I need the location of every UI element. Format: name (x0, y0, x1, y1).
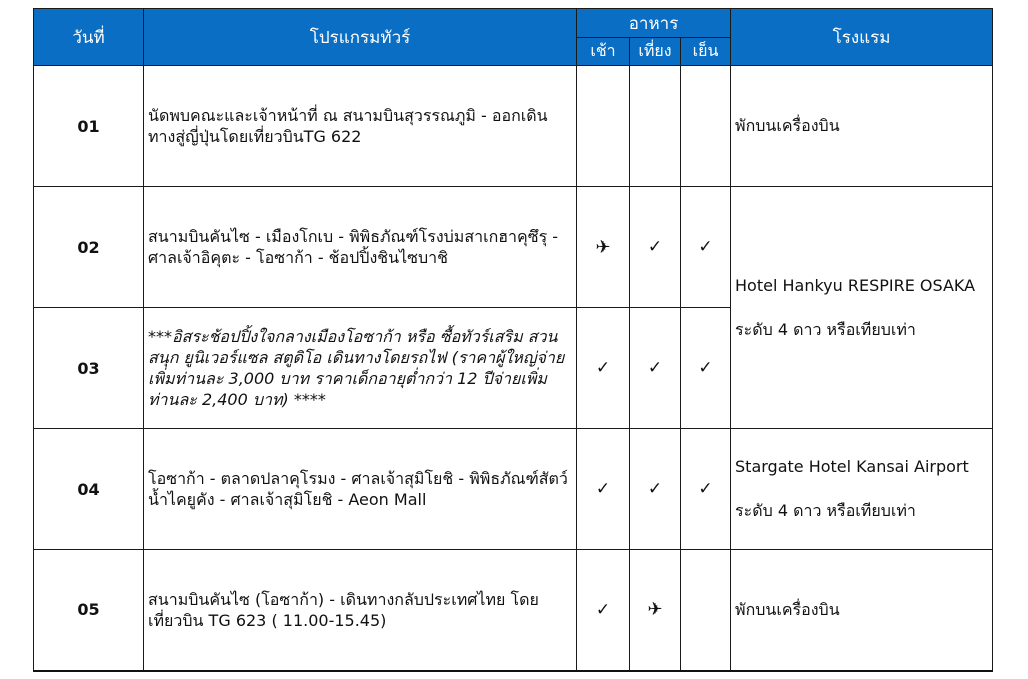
hotel-cell: พักบนเครื่องบิน (731, 66, 993, 187)
program-text: โอซาก้า - ตลาดปลาคุโรมง - ศาลเจ้าสุมิโยชิ - พิพิธภัณฑ์สัตว์น้ำไคยูคัง - ศาลเจ้าสุมิโยชิ - Aeon Mall (144, 429, 577, 550)
breakfast-cell (577, 550, 630, 671)
plane-icon: ✈ (595, 236, 611, 258)
check-icon: ✓ (647, 479, 663, 499)
day-number: 04 (34, 429, 144, 550)
check-icon: ✓ (698, 237, 713, 257)
itinerary-table (33, 8, 993, 672)
lunch-cell (630, 429, 681, 550)
dinner-cell (681, 66, 731, 187)
check-icon: ✓ (698, 358, 713, 378)
program-text: ***อิสระช้อปปิ้งใจกลางเมืองโอซาก้า หรือ ซื้อทัวร์เสริม สวนสนุก ยูนิเวอร์แซล สตูดิโอ เดินทางโดยรถไฟ (ราคาผู้ใหญ่จ่ายเพิ่มท่านละ 3,000 บาท ราคาเด็กอายุต่ำกว่า 12 ปีจ่ายเพิ่มท่านละ 2,400 บาท) **** (144, 308, 577, 429)
plane-icon: ✈ (647, 599, 663, 621)
header-breakfast: เช้า (577, 38, 630, 66)
day-number: 03 (34, 308, 144, 429)
program-text: นัดพบคณะและเจ้าหน้าที่ ณ สนามบินสุวรรณภูมิ - ออกเดินทางสู่ญี่ปุ่นโดยเที่ยวบินTG 622 (144, 66, 577, 187)
header-program: โปรแกรมทัวร์ (144, 9, 577, 66)
header-meals: อาหาร (577, 9, 731, 38)
check-icon: ✓ (647, 358, 663, 378)
check-icon: ✓ (595, 358, 611, 378)
lunch-cell (630, 550, 681, 671)
day-number: 02 (34, 187, 144, 308)
check-icon: ✓ (595, 599, 611, 620)
check-icon: ✓ (595, 479, 611, 499)
hotel-name: Stargate Hotel Kansai Airport (735, 457, 969, 476)
table-row (34, 550, 993, 671)
lunch-cell (630, 308, 681, 429)
dinner-cell (681, 429, 731, 550)
table-row (34, 187, 993, 308)
program-text: สนามบินคันไซ (โอซาก้า) - เดินทางกลับประเทศไทย โดยเที่ยวบิน TG 623 ( 11.00-15.45) (144, 550, 577, 671)
hotel-cell (731, 429, 993, 550)
day-number: 05 (34, 550, 144, 671)
day-number: 01 (34, 66, 144, 187)
breakfast-cell (577, 429, 630, 550)
hotel-name: Hotel Hankyu RESPIRE OSAKA (735, 275, 976, 295)
header-hotel: โรงแรม (731, 9, 993, 66)
header-lunch: เที่ยง (630, 38, 681, 66)
header-dinner: เย็น (681, 38, 731, 66)
breakfast-cell (577, 308, 630, 429)
lunch-cell (630, 66, 681, 187)
dinner-cell (681, 308, 731, 429)
check-icon: ✓ (698, 479, 713, 499)
breakfast-cell (577, 66, 630, 187)
header-day: วันที่ (34, 9, 144, 66)
table-row (34, 429, 993, 550)
hotel-rating: ระดับ 4 ดาว หรือเทียบเท่า (735, 319, 916, 339)
lunch-cell (630, 187, 681, 308)
breakfast-cell (577, 187, 630, 308)
hotel-rating: ระดับ 4 ดาว หรือเทียบเท่า (735, 501, 916, 520)
hotel-cell (731, 187, 993, 429)
dinner-cell (681, 550, 731, 671)
hotel-cell: พักบนเครื่องบิน (731, 550, 993, 671)
table-row (34, 66, 993, 187)
dinner-cell (681, 187, 731, 308)
check-icon: ✓ (647, 237, 663, 257)
program-text: สนามบินคันไซ - เมืองโกเบ - พิพิธภัณฑ์โรงบ่มสาเกฮาคุซึรุ - ศาลเจ้าอิคุตะ - โอซาก้า - ช้อปปิ้งชินไซบาชิ (144, 187, 577, 308)
